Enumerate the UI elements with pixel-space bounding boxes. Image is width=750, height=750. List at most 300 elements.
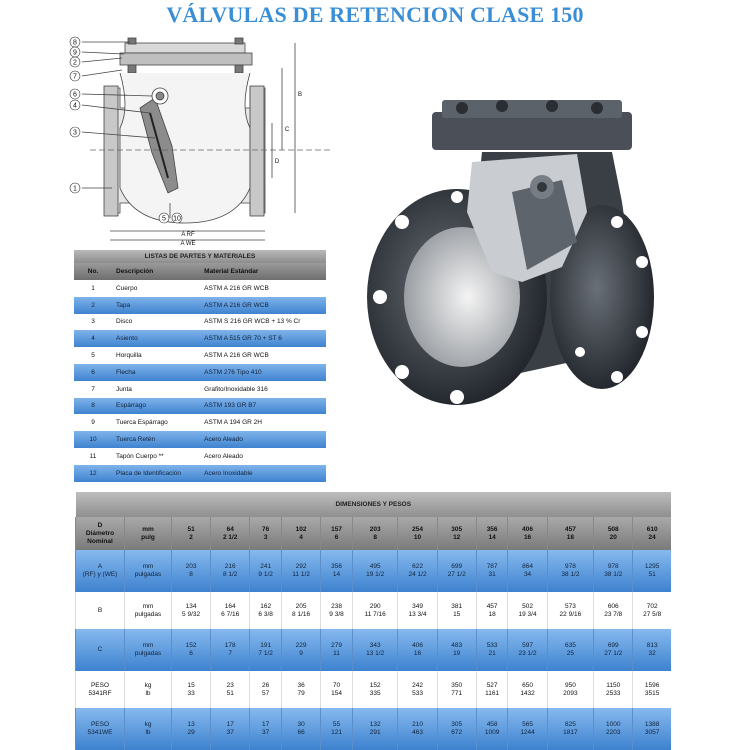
part-description: Espárrago bbox=[112, 398, 200, 415]
part-description: Junta bbox=[112, 381, 200, 398]
dims-cell-line: 34 bbox=[523, 571, 532, 578]
dims-row-unit-line: mm bbox=[142, 563, 154, 570]
dims-row-unit-line: kg bbox=[144, 721, 152, 728]
dims-cell-line: 1388 bbox=[644, 721, 660, 728]
dims-header-size bbox=[282, 517, 321, 550]
dims-cell-line: 19 3/4 bbox=[518, 610, 537, 618]
part-material: ASTM 276 Tipo 410 bbox=[200, 364, 326, 381]
parts-row bbox=[74, 465, 326, 482]
dims-cell-line: 356 bbox=[331, 563, 342, 570]
dims-cell-line: 24 1/2 bbox=[408, 571, 427, 578]
dims-cell bbox=[282, 708, 321, 750]
dims-cell-line: 6 bbox=[189, 650, 193, 657]
dims-cell-line: 210 bbox=[412, 721, 423, 728]
part-number: 8 bbox=[74, 398, 112, 415]
dims-cell-line: 495 bbox=[369, 563, 381, 570]
dims-header-size-line: 2 1/2 bbox=[222, 533, 238, 541]
dims-row-units bbox=[125, 708, 172, 750]
dims-cell bbox=[172, 550, 211, 592]
dims-cell-line: 38 1/2 bbox=[561, 571, 580, 578]
dims-row bbox=[76, 671, 672, 708]
dims-header-size bbox=[476, 517, 508, 550]
dims-cell bbox=[211, 592, 250, 629]
dims-cell-line: 238 bbox=[331, 602, 342, 610]
dims-cell bbox=[352, 629, 398, 671]
dims-cell-line: 699 bbox=[607, 642, 619, 649]
part-number: 1 bbox=[74, 280, 112, 297]
dims-header-size bbox=[508, 517, 547, 550]
dims-cell-line: 37 bbox=[262, 729, 270, 736]
dims-cell bbox=[282, 671, 321, 708]
dims-cell-line: 702 bbox=[646, 602, 658, 610]
part-description: Tuerca Retén bbox=[112, 431, 200, 448]
parts-table-caption: LISTAS DE PARTES Y MATERIALES bbox=[74, 250, 326, 263]
dims-cell-line: 1295 bbox=[644, 563, 660, 570]
svg-text:1: 1 bbox=[73, 185, 77, 193]
dims-header-size bbox=[437, 517, 476, 550]
dims-header-size-line: 18 bbox=[566, 533, 575, 541]
dims-cell-line: 33 bbox=[187, 689, 195, 697]
dims-cell-line: 55 bbox=[332, 721, 341, 728]
parts-row bbox=[74, 448, 326, 465]
dims-header-size-line: 4 bbox=[299, 533, 303, 541]
valve-cutaway-photo bbox=[362, 92, 672, 422]
dims-cell-line: 27 1/2 bbox=[604, 650, 623, 657]
callout-10 bbox=[172, 213, 182, 223]
dims-cell-line: 291 bbox=[369, 729, 381, 736]
dims-cell-line: 15 bbox=[187, 681, 195, 689]
dims-cell-line: 350 bbox=[451, 681, 463, 689]
dims-header-size-line: 457 bbox=[564, 525, 576, 533]
dims-cell bbox=[594, 671, 633, 708]
part-material: Acero Aleado bbox=[200, 431, 326, 448]
dims-header-size-line: 3 bbox=[263, 533, 268, 541]
dims-cell bbox=[172, 708, 211, 750]
dims-cell-line: 11 7/16 bbox=[364, 610, 386, 618]
dims-row bbox=[76, 629, 672, 671]
part-material: Grafito/Inoxidable 316 bbox=[200, 381, 326, 398]
part-number: 4 bbox=[74, 330, 112, 347]
dims-cell-line: 203 bbox=[185, 563, 197, 570]
dims-cell-line: 2093 bbox=[563, 689, 578, 697]
part-number: 12 bbox=[74, 465, 112, 482]
dims-cell-line: 32 bbox=[648, 650, 656, 657]
part-description: Tapón Cuerpo ** bbox=[112, 448, 200, 465]
dims-cell-line: 527 bbox=[486, 681, 498, 689]
dims-cell-line: 51 bbox=[648, 571, 656, 578]
dims-header-size bbox=[211, 517, 250, 550]
dims-cell-line: 23 7/8 bbox=[604, 610, 623, 618]
dims-cell-line: 17 bbox=[226, 721, 234, 728]
part-number: 6 bbox=[74, 364, 112, 381]
parts-row bbox=[74, 431, 326, 448]
dims-header-size-line: 8 bbox=[373, 533, 377, 541]
parts-table-body bbox=[74, 280, 326, 482]
dims-header-size-line: 16 bbox=[523, 533, 532, 541]
dims-header-size-line: 305 bbox=[451, 525, 463, 533]
dim-label-a-rf: A RF bbox=[181, 232, 195, 238]
parts-row bbox=[74, 347, 326, 364]
dims-cell-line: 6 3/8 bbox=[258, 610, 273, 618]
part-material: ASTM S 216 GR WCB + 13 % Cr bbox=[200, 314, 326, 331]
dims-header-size bbox=[398, 517, 437, 550]
dims-header-unit-line: mm bbox=[142, 525, 154, 533]
part-description: Flecha bbox=[112, 364, 200, 381]
dims-cell-line: 1000 bbox=[606, 721, 621, 728]
dims-cell-line: 242 bbox=[412, 681, 423, 689]
svg-text:3: 3 bbox=[73, 129, 77, 137]
dims-cell-line: 162 bbox=[260, 602, 272, 610]
part-description: Cuerpo bbox=[112, 280, 200, 297]
dims-cell bbox=[398, 671, 437, 708]
part-material: ASTM A 216 GR WCB bbox=[200, 297, 326, 314]
dims-cell-line: 57 bbox=[262, 689, 270, 697]
dims-cell-line: 154 bbox=[331, 689, 342, 697]
dims-cell bbox=[437, 629, 476, 671]
dims-cell bbox=[437, 550, 476, 592]
dims-cell bbox=[594, 708, 633, 750]
dims-cell-line: 8 bbox=[189, 571, 193, 578]
dims-cell-line: 15 bbox=[453, 610, 461, 618]
dims-cell-line: 152 bbox=[369, 681, 381, 689]
dims-row-label-line: 5341RF bbox=[88, 689, 112, 697]
dims-header-size-line: 102 bbox=[295, 525, 307, 533]
dims-header-size bbox=[594, 517, 633, 550]
dims-header-diameter-line: Diámetro bbox=[85, 529, 115, 537]
part-material: Acero Aleado bbox=[200, 448, 326, 465]
dims-row-units bbox=[125, 550, 172, 592]
dims-cell bbox=[476, 629, 508, 671]
dims-cell bbox=[282, 629, 321, 671]
parts-row bbox=[74, 314, 326, 331]
dims-cell-line: 51 bbox=[226, 689, 234, 697]
dims-cell bbox=[211, 629, 250, 671]
dim-label-b: B bbox=[297, 92, 303, 98]
dims-cell-line: 950 bbox=[564, 681, 576, 689]
svg-text:6: 6 bbox=[73, 91, 77, 99]
dims-cell-line: 1009 bbox=[484, 729, 500, 736]
dims-cell-line: 9 bbox=[299, 650, 303, 657]
dims-cell bbox=[633, 629, 671, 671]
dims-row-unit-line: pulgadas bbox=[134, 610, 162, 618]
part-material: ASTM A 194 GR 2H bbox=[200, 414, 326, 431]
dims-cell-line: 279 bbox=[331, 642, 342, 649]
dims-row-unit-line: mm bbox=[142, 602, 154, 610]
dims-cell bbox=[172, 629, 211, 671]
dims-cell bbox=[594, 550, 633, 592]
part-number: 5 bbox=[74, 347, 112, 364]
dims-cell-line: 1161 bbox=[485, 689, 500, 697]
dims-row-label bbox=[76, 629, 125, 671]
dims-cell-line: 2533 bbox=[606, 689, 621, 697]
callout-1 bbox=[70, 183, 80, 193]
dims-header-size bbox=[172, 517, 211, 550]
dims-row-label-line: A bbox=[97, 563, 103, 570]
dims-row-units bbox=[125, 592, 172, 629]
dims-header-size-line: 157 bbox=[331, 525, 342, 533]
part-material: ASTM A 216 GR WCB bbox=[200, 347, 326, 364]
dims-cell bbox=[547, 592, 594, 629]
dims-cell bbox=[282, 592, 321, 629]
dims-row-label-line: PESO bbox=[90, 721, 110, 728]
dims-cell-line: 672 bbox=[451, 729, 463, 736]
dims-cell-line: 565 bbox=[522, 721, 533, 728]
dims-header-diameter-line: Nominal bbox=[87, 537, 113, 545]
dims-cell bbox=[508, 592, 547, 629]
dims-cell bbox=[398, 550, 437, 592]
dims-row-label-line: C bbox=[97, 646, 103, 653]
dims-cell bbox=[398, 629, 437, 671]
dims-cell bbox=[547, 708, 594, 750]
part-number: 10 bbox=[74, 431, 112, 448]
dims-cell-line: 978 bbox=[607, 563, 619, 570]
parts-row bbox=[74, 330, 326, 347]
dims-row-unit-line: pulgadas bbox=[134, 571, 162, 578]
part-number: 11 bbox=[74, 448, 112, 465]
dims-cell-line: 13 1/2 bbox=[366, 650, 385, 657]
dims-cell-line: 13 bbox=[187, 721, 195, 728]
dims-cell-line: 11 1/2 bbox=[292, 571, 310, 578]
dim-label-d: D bbox=[274, 159, 280, 165]
dims-cell-line: 1432 bbox=[520, 689, 535, 697]
svg-text:9: 9 bbox=[73, 49, 77, 57]
dims-row-units bbox=[125, 629, 172, 671]
callout-2 bbox=[70, 57, 80, 67]
dims-cell-line: 9 3/8 bbox=[329, 610, 344, 618]
dims-cell bbox=[250, 550, 282, 592]
parts-row bbox=[74, 280, 326, 297]
dims-cell-line: 1244 bbox=[520, 729, 535, 736]
dims-row bbox=[76, 550, 672, 592]
parts-row bbox=[74, 297, 326, 314]
dims-cell-line: 573 bbox=[564, 602, 576, 610]
dims-cell bbox=[211, 708, 250, 750]
part-number: 9 bbox=[74, 414, 112, 431]
dims-cell-line: 406 bbox=[412, 642, 423, 649]
dims-row-label-line: B bbox=[97, 606, 103, 614]
dims-cell bbox=[321, 629, 353, 671]
dims-cell-line: 457 bbox=[486, 602, 498, 610]
dims-cell-line: 29 bbox=[187, 729, 195, 736]
svg-text:4: 4 bbox=[73, 102, 77, 110]
dims-cell bbox=[250, 592, 282, 629]
dims-row-label-line: 5341WE bbox=[87, 729, 113, 736]
dims-header-size-line: 14 bbox=[488, 533, 496, 541]
svg-text:2: 2 bbox=[73, 59, 77, 67]
dims-cell bbox=[476, 550, 508, 592]
parts-header-description: Descripción bbox=[112, 263, 200, 280]
dims-cell-line: 31 bbox=[488, 571, 496, 578]
dims-cell-line: 178 bbox=[224, 642, 236, 649]
part-description: Disco bbox=[112, 314, 200, 331]
dims-cell-line: 7 1/2 bbox=[258, 650, 273, 657]
dims-cell-line: 21 bbox=[488, 650, 496, 657]
dims-header-size-line: 508 bbox=[607, 525, 619, 533]
dims-row-label bbox=[76, 592, 125, 629]
dims-row-unit-line: mm bbox=[142, 642, 154, 649]
part-description: Horquilla bbox=[112, 347, 200, 364]
dims-cell-line: 305 bbox=[451, 721, 463, 728]
dims-header-size-line: 2 bbox=[189, 533, 193, 541]
callout-4 bbox=[70, 100, 80, 110]
dims-cell-line: 79 bbox=[297, 689, 305, 697]
dims-row-label bbox=[76, 708, 125, 750]
dims-cell bbox=[172, 592, 211, 629]
dims-cell bbox=[508, 550, 547, 592]
dims-cell-line: 27 1/2 bbox=[447, 571, 466, 578]
dims-cell-line: 16 bbox=[413, 650, 422, 657]
dims-cell-line: 597 bbox=[522, 642, 533, 649]
dims-row-units bbox=[125, 671, 172, 708]
dims-cell-line: 241 bbox=[260, 563, 272, 570]
dims-cell-line: 6 7/16 bbox=[221, 610, 240, 618]
dims-header-size-line: 6 bbox=[334, 533, 339, 541]
dims-cell-line: 132 bbox=[369, 721, 381, 728]
dims-cell bbox=[352, 550, 398, 592]
dims-header-size-line: 20 bbox=[609, 533, 617, 541]
dims-cell bbox=[321, 671, 353, 708]
dims-cell bbox=[508, 629, 547, 671]
part-description: Tuerca Espárrago bbox=[112, 414, 200, 431]
dims-header-size-line: 24 bbox=[648, 533, 656, 541]
callout-6 bbox=[70, 89, 80, 99]
dims-row-label bbox=[76, 550, 125, 592]
dims-cell-line: 14 bbox=[332, 571, 341, 578]
part-number: 3 bbox=[74, 314, 112, 331]
dims-cell bbox=[352, 671, 398, 708]
callout-9 bbox=[70, 47, 80, 57]
dims-cell-line: 771 bbox=[451, 689, 463, 697]
svg-text:8: 8 bbox=[73, 39, 77, 47]
dims-cell bbox=[594, 592, 633, 629]
dims-row-label-line: (RF) y (WE) bbox=[82, 571, 118, 578]
dims-cell-line: 5 9/32 bbox=[182, 610, 201, 618]
dims-cell-line: 19 1/2 bbox=[366, 571, 385, 578]
dims-row-unit-line: pulgadas bbox=[134, 650, 162, 657]
dims-header-size bbox=[352, 517, 398, 550]
dims-cell-line: 8 1/2 bbox=[222, 571, 238, 578]
dims-header-size-line: 64 bbox=[226, 525, 234, 533]
dims-cell-line: 164 bbox=[224, 602, 236, 610]
parts-row bbox=[74, 414, 326, 431]
callout-3 bbox=[70, 127, 80, 137]
dims-cell bbox=[437, 671, 476, 708]
parts-materials-table bbox=[74, 250, 326, 482]
dims-header-size bbox=[547, 517, 594, 550]
dims-cell-line: 3057 bbox=[644, 729, 660, 736]
dimensions-weights-table bbox=[75, 492, 671, 750]
dims-cell-line: 18 bbox=[488, 610, 496, 618]
part-material: Acero Inoxidable bbox=[200, 465, 326, 482]
part-material: ASTM 193 GR B7 bbox=[200, 398, 326, 415]
part-material: ASTM A 216 GR WCB bbox=[200, 280, 326, 297]
valve-section-drawing bbox=[60, 28, 360, 253]
dims-cell bbox=[476, 708, 508, 750]
dims-cell bbox=[250, 708, 282, 750]
dims-header-row bbox=[76, 517, 672, 550]
parts-header-no: No. bbox=[74, 263, 112, 280]
dims-cell-line: 38 1/2 bbox=[604, 571, 623, 578]
dims-header-size-line: 12 bbox=[453, 533, 461, 541]
dims-cell bbox=[547, 671, 594, 708]
dims-row-unit-line: kg bbox=[144, 681, 152, 689]
dims-cell-line: 205 bbox=[295, 602, 307, 610]
dims-cell bbox=[321, 592, 353, 629]
dims-header-diameter bbox=[76, 517, 125, 550]
dims-cell-line: 606 bbox=[607, 602, 619, 610]
dims-cell-line: 26 bbox=[262, 681, 270, 689]
dims-row-unit-line: lb bbox=[145, 729, 151, 736]
dims-cell bbox=[321, 550, 353, 592]
parts-row bbox=[74, 364, 326, 381]
dims-cell bbox=[398, 592, 437, 629]
dims-cell-line: 635 bbox=[564, 642, 576, 649]
dims-cell-line: 25 bbox=[566, 650, 575, 657]
dims-cell-line: 463 bbox=[412, 729, 423, 736]
parts-row bbox=[74, 381, 326, 398]
dims-table-body bbox=[76, 550, 672, 750]
part-description: Asiento bbox=[112, 330, 200, 347]
dims-row bbox=[76, 708, 672, 750]
dims-cell-line: 13 3/4 bbox=[408, 610, 427, 618]
dims-cell-line: 7 bbox=[228, 650, 233, 657]
dims-row bbox=[76, 592, 672, 629]
dims-cell-line: 9 1/2 bbox=[258, 571, 273, 578]
dims-cell bbox=[250, 671, 282, 708]
dims-header-size-line: 203 bbox=[369, 525, 381, 533]
dims-cell-line: 22 9/16 bbox=[559, 610, 582, 618]
dims-cell-line: 191 bbox=[260, 642, 272, 649]
callout-7 bbox=[70, 71, 80, 81]
dims-header-size bbox=[321, 517, 353, 550]
dims-header-unit bbox=[125, 517, 172, 550]
parts-header-material: Material Estándar bbox=[200, 263, 326, 280]
dims-cell-line: 864 bbox=[522, 563, 533, 570]
dims-cell-line: 23 1/2 bbox=[518, 650, 537, 657]
dims-header-size-line: 51 bbox=[187, 525, 195, 533]
dims-cell bbox=[633, 592, 671, 629]
dims-cell-line: 121 bbox=[331, 729, 342, 736]
dims-cell-line: 343 bbox=[369, 642, 381, 649]
dims-cell-line: 502 bbox=[522, 602, 533, 610]
dim-label-c: C bbox=[284, 127, 290, 133]
callout-5 bbox=[159, 213, 169, 223]
dims-cell bbox=[633, 708, 671, 750]
part-number: 7 bbox=[74, 381, 112, 398]
dims-cell-line: 30 bbox=[297, 721, 305, 728]
dims-cell-line: 11 bbox=[333, 650, 340, 657]
dims-cell-line: 622 bbox=[412, 563, 423, 570]
dims-cell bbox=[476, 671, 508, 708]
dims-cell bbox=[633, 671, 671, 708]
dims-cell-line: 1150 bbox=[606, 681, 621, 689]
dims-cell bbox=[211, 550, 250, 592]
svg-text:7: 7 bbox=[73, 73, 77, 81]
dims-header-size-line: 406 bbox=[522, 525, 533, 533]
dims-cell-line: 229 bbox=[295, 642, 307, 649]
part-description: Tapa bbox=[112, 297, 200, 314]
dims-header-size bbox=[633, 517, 671, 550]
dims-cell-line: 216 bbox=[224, 563, 236, 570]
dims-cell-line: 19 bbox=[453, 650, 461, 657]
dims-cell-line: 1817 bbox=[563, 729, 578, 736]
dims-cell-line: 483 bbox=[451, 642, 463, 649]
dims-header-unit-line: pulg bbox=[141, 533, 155, 541]
dims-header-diameter-line: D bbox=[97, 521, 103, 529]
dims-cell-line: 66 bbox=[297, 729, 305, 736]
dims-cell bbox=[594, 629, 633, 671]
dims-cell-line: 533 bbox=[412, 689, 423, 697]
